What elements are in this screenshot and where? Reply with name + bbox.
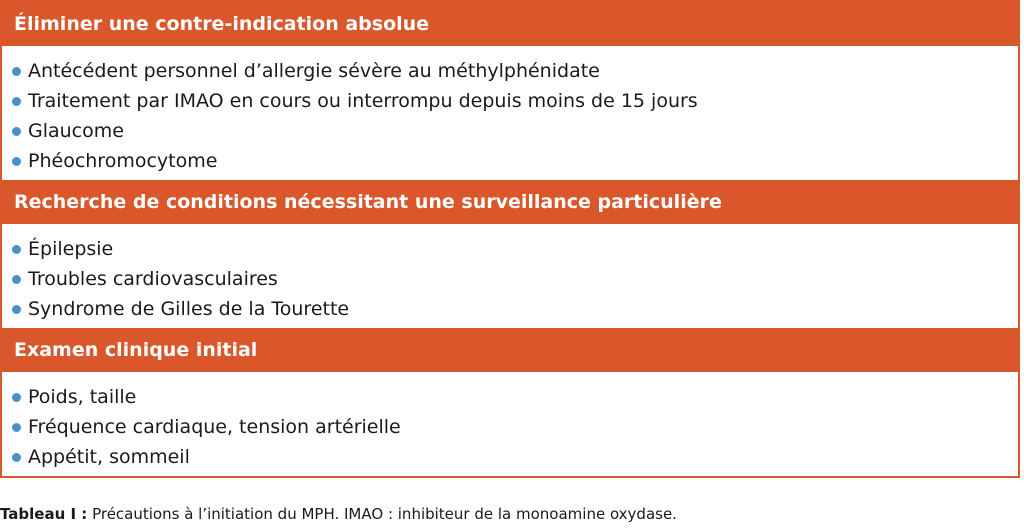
table-caption [0,505,677,523]
section-title: Recherche de conditions nécessitant une surveillance particulière [2,180,1018,224]
list-item-text: Glaucome [28,120,124,142]
bullet-dot-icon [12,127,21,136]
bullet-dot-icon [12,305,21,314]
list-item [12,294,1018,324]
section-list [2,46,1018,180]
bullet-dot-icon [12,67,21,76]
bullet-dot-icon [12,97,21,106]
list-item [12,116,1018,146]
list-item [12,56,1018,86]
list-item-text: Poids, taille [28,386,137,408]
section-list [2,372,1018,476]
bullet-dot-icon [12,157,21,166]
list-item [12,264,1018,294]
bullet-dot-icon [12,423,21,432]
list-item [12,382,1018,412]
list-item-text: Fréquence cardiaque, tension artérielle [28,416,401,438]
list-item [12,146,1018,176]
list-item-text: Appétit, sommeil [28,446,190,468]
bullet-dot-icon [12,393,21,402]
section-examen-clinique [2,328,1018,476]
section-surveillance [2,180,1018,328]
section-title: Examen clinique initial [2,328,1018,372]
list-item-text: Épilepsie [28,238,114,260]
list-item-text: Syndrome de Gilles de la Tourette [28,298,350,320]
bullet-dot-icon [12,453,21,462]
list-item [12,86,1018,116]
list-item [12,234,1018,264]
list-item-text: Traitement par IMAO en cours ou interrompu depuis moins de 15 jours [28,90,698,112]
bullet-dot-icon [12,275,21,284]
list-item [12,412,1018,442]
section-list [2,224,1018,328]
list-item [12,442,1018,472]
section-contre-indication [2,2,1018,180]
section-title: Éliminer une contre-indication absolue [2,2,1018,46]
caption-text: Précautions à l’initiation du MPH. IMAO : inhibiteur de la monoamine oxydase. [87,505,677,523]
caption-label: Tableau I : [0,505,88,523]
list-item-text: Phéochromocytome [28,150,218,172]
list-item-text: Antécédent personnel d’allergie sévère au méthylphénidate [28,60,600,82]
list-item-text: Troubles cardiovasculaires [28,268,278,290]
bullet-dot-icon [12,245,21,254]
